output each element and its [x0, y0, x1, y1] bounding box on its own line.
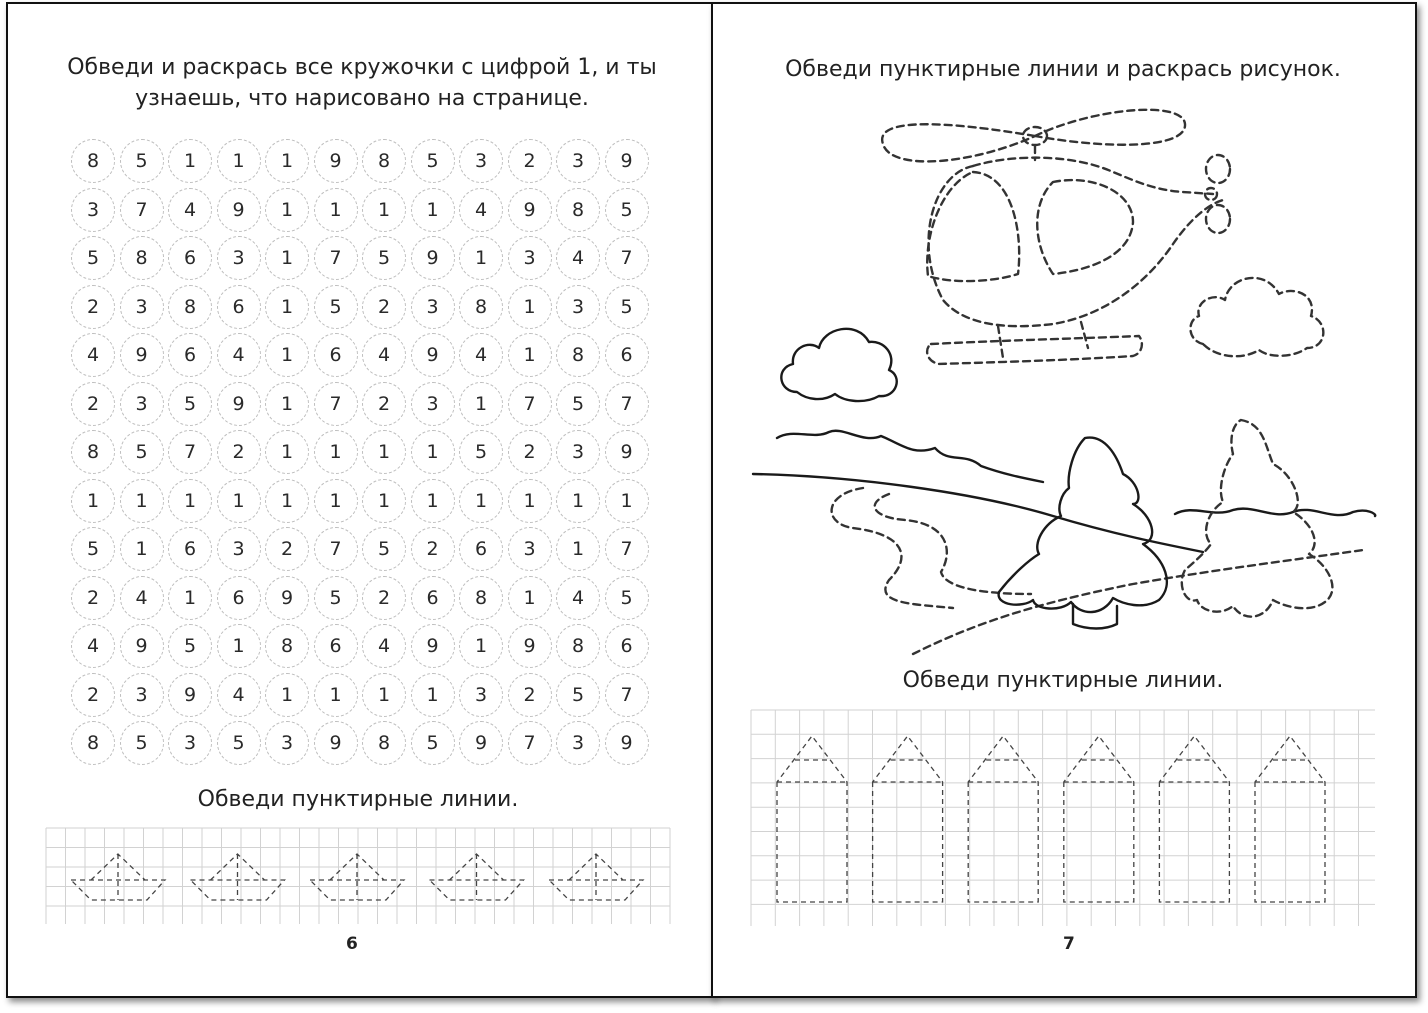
number-circle[interactable]: 4 [217, 673, 261, 717]
number-circle[interactable]: 3 [168, 721, 212, 765]
number-circle[interactable]: 1 [168, 479, 212, 523]
number-circle[interactable]: 4 [120, 576, 164, 620]
number-circle[interactable]: 1 [411, 430, 455, 474]
number-circle[interactable]: 8 [556, 624, 600, 668]
number-circle[interactable]: 3 [556, 139, 600, 183]
number-circle[interactable]: 9 [605, 721, 649, 765]
number-circle[interactable]: 8 [71, 139, 115, 183]
number-circle[interactable]: 5 [120, 430, 164, 474]
number-circle[interactable]: 5 [362, 236, 406, 280]
pencil-trace[interactable] [1255, 736, 1325, 902]
number-circle[interactable]: 1 [265, 188, 309, 232]
number-circle[interactable]: 1 [168, 576, 212, 620]
number-circle[interactable]: 2 [71, 673, 115, 717]
number-circle[interactable]: 1 [362, 188, 406, 232]
number-circle[interactable]: 1 [265, 673, 309, 717]
number-circle[interactable]: 1 [265, 382, 309, 426]
number-circle[interactable]: 5 [362, 527, 406, 571]
number-circle[interactable]: 2 [508, 673, 552, 717]
number-circle[interactable]: 9 [314, 139, 358, 183]
number-circle[interactable]: 3 [217, 527, 261, 571]
pencil-trace[interactable] [1064, 736, 1134, 902]
number-circle[interactable]: 1 [362, 479, 406, 523]
number-circle[interactable]: 4 [71, 624, 115, 668]
number-circle[interactable]: 1 [314, 479, 358, 523]
number-circle[interactable]: 7 [314, 382, 358, 426]
number-circle[interactable]: 5 [411, 139, 455, 183]
number-circle[interactable]: 6 [168, 236, 212, 280]
number-circle[interactable]: 3 [556, 430, 600, 474]
number-circle[interactable]: 1 [217, 624, 261, 668]
right-page [711, 2, 1417, 998]
number-circle[interactable]: 6 [168, 333, 212, 377]
number-circle[interactable]: 1 [362, 430, 406, 474]
number-circle[interactable]: 5 [71, 527, 115, 571]
number-circle[interactable]: 5 [120, 139, 164, 183]
number-circle[interactable]: 1 [556, 479, 600, 523]
number-circle[interactable]: 2 [265, 527, 309, 571]
number-circle[interactable]: 9 [411, 624, 455, 668]
number-circle[interactable]: 3 [459, 139, 503, 183]
number-circle[interactable]: 3 [71, 188, 115, 232]
number-circle[interactable]: 3 [459, 673, 503, 717]
number-circle[interactable]: 7 [605, 382, 649, 426]
number-circle[interactable]: 1 [265, 285, 309, 329]
number-circle[interactable]: 7 [314, 527, 358, 571]
number-circle[interactable]: 5 [217, 721, 261, 765]
number-circle[interactable]: 8 [556, 333, 600, 377]
number-circle[interactable]: 1 [411, 479, 455, 523]
number-circle[interactable]: 1 [556, 527, 600, 571]
number-circle[interactable]: 9 [217, 382, 261, 426]
right-trace-caption: Обведи пунктирные линии. [902, 668, 1224, 693]
number-circle[interactable]: 1 [605, 479, 649, 523]
number-circle[interactable]: 8 [362, 721, 406, 765]
pencil-trace[interactable] [873, 736, 943, 902]
number-circle[interactable]: 4 [362, 333, 406, 377]
number-circle[interactable]: 3 [265, 721, 309, 765]
page-number: 6 [346, 934, 358, 954]
number-circle[interactable]: 5 [556, 382, 600, 426]
number-circle[interactable]: 8 [168, 285, 212, 329]
pencil-tracing-grid [751, 710, 1377, 928]
number-circle[interactable]: 4 [556, 576, 600, 620]
right-page-title: Обведи пунктирные линии и раскрась рисунок. [785, 57, 1341, 82]
pencil-trace[interactable] [777, 736, 847, 902]
cloud-solid [781, 329, 896, 401]
number-circle[interactable]: 1 [217, 479, 261, 523]
number-circle[interactable]: 8 [120, 236, 164, 280]
boat-trace[interactable] [549, 854, 643, 900]
number-circle[interactable]: 5 [605, 285, 649, 329]
number-circle[interactable]: 7 [605, 236, 649, 280]
number-circle[interactable]: 5 [314, 576, 358, 620]
number-circle[interactable]: 8 [71, 721, 115, 765]
number-circle[interactable]: 4 [556, 236, 600, 280]
number-circle[interactable]: 2 [217, 430, 261, 474]
number-circle[interactable]: 3 [120, 382, 164, 426]
number-circle[interactable]: 5 [120, 721, 164, 765]
number-circle[interactable]: 7 [508, 382, 552, 426]
number-circle[interactable]: 1 [120, 479, 164, 523]
number-circle[interactable]: 9 [605, 430, 649, 474]
number-circle[interactable]: 1 [265, 236, 309, 280]
page-number: 7 [1063, 934, 1075, 954]
number-circle[interactable]: 1 [265, 333, 309, 377]
number-circle[interactable]: 3 [120, 673, 164, 717]
number-circle[interactable]: 1 [314, 673, 358, 717]
tree-dashed [1182, 420, 1333, 617]
number-circle[interactable]: 6 [168, 527, 212, 571]
number-circle[interactable]: 4 [459, 333, 503, 377]
number-circle[interactable]: 2 [508, 139, 552, 183]
number-circle[interactable]: 2 [71, 382, 115, 426]
number-circle[interactable]: 1 [459, 382, 503, 426]
number-circle[interactable]: 1 [71, 479, 115, 523]
number-circle[interactable]: 1 [265, 430, 309, 474]
boat-trace[interactable] [430, 854, 524, 900]
number-circle[interactable]: 3 [217, 236, 261, 280]
number-circle[interactable]: 6 [314, 333, 358, 377]
number-circle[interactable]: 1 [411, 673, 455, 717]
number-circle[interactable]: 9 [411, 333, 455, 377]
number-circle[interactable]: 9 [459, 721, 503, 765]
number-circle[interactable]: 5 [605, 188, 649, 232]
number-circle[interactable]: 8 [556, 188, 600, 232]
number-circle[interactable]: 4 [362, 624, 406, 668]
number-circle[interactable]: 9 [168, 673, 212, 717]
number-circle[interactable]: 1 [314, 188, 358, 232]
number-circle[interactable]: 5 [71, 236, 115, 280]
number-circle[interactable]: 3 [508, 236, 552, 280]
number-circle[interactable]: 9 [508, 624, 552, 668]
pencil-trace[interactable] [1159, 736, 1229, 902]
number-circle[interactable]: 9 [120, 333, 164, 377]
number-circle[interactable]: 1 [168, 139, 212, 183]
pencil-trace[interactable] [968, 736, 1038, 902]
number-circle[interactable]: 5 [314, 285, 358, 329]
number-circle[interactable]: 7 [508, 721, 552, 765]
number-circle[interactable]: 4 [71, 333, 115, 377]
number-circle[interactable]: 1 [459, 479, 503, 523]
number-circle[interactable]: 9 [314, 721, 358, 765]
number-circle[interactable]: 1 [265, 479, 309, 523]
number-circle[interactable]: 5 [556, 673, 600, 717]
number-circle[interactable]: 6 [459, 527, 503, 571]
number-circle[interactable]: 1 [508, 479, 552, 523]
number-circle[interactable]: 1 [508, 285, 552, 329]
number-circle[interactable]: 3 [508, 527, 552, 571]
number-circle[interactable]: 7 [314, 236, 358, 280]
number-circle[interactable]: 2 [362, 576, 406, 620]
number-circle[interactable]: 7 [120, 188, 164, 232]
boat-trace[interactable] [191, 854, 285, 900]
number-circle[interactable]: 1 [508, 333, 552, 377]
number-circle[interactable]: 1 [411, 188, 455, 232]
left-page-title: Обведи и раскрась все кружочки с цифрой 1, и ты узнаешь, что нарисовано на странице. [67, 55, 657, 111]
boat-trace[interactable] [310, 854, 404, 900]
number-circle[interactable]: 8 [362, 139, 406, 183]
left-trace-caption: Обведи пунктирные линии. [197, 787, 519, 812]
boat-tracing-grid [46, 828, 672, 926]
number-circle[interactable]: 8 [459, 576, 503, 620]
number-circle[interactable]: 9 [120, 624, 164, 668]
number-circle[interactable]: 6 [605, 333, 649, 377]
number-circle[interactable]: 8 [71, 430, 115, 474]
number-circle[interactable]: 9 [265, 576, 309, 620]
left-page [6, 2, 714, 998]
number-circle[interactable]: 1 [120, 527, 164, 571]
number-circle[interactable]: 1 [217, 139, 261, 183]
number-circle[interactable]: 4 [217, 333, 261, 377]
coloring-scene [713, 4, 1419, 664]
number-circle[interactable]: 5 [168, 624, 212, 668]
number-circle[interactable]: 5 [168, 382, 212, 426]
number-circle[interactable]: 1 [362, 673, 406, 717]
number-circle[interactable]: 9 [411, 236, 455, 280]
number-circle[interactable]: 6 [314, 624, 358, 668]
number-circle[interactable]: 9 [217, 188, 261, 232]
number-circle[interactable]: 8 [265, 624, 309, 668]
number-circle[interactable]: 7 [168, 430, 212, 474]
number-circle[interactable]: 4 [459, 188, 503, 232]
number-circle[interactable]: 1 [459, 236, 503, 280]
number-circle[interactable]: 1 [314, 430, 358, 474]
number-circle[interactable]: 1 [459, 624, 503, 668]
cloud-dashed [1190, 278, 1323, 356]
number-circle[interactable]: 2 [411, 527, 455, 571]
number-circle[interactable]: 3 [556, 285, 600, 329]
number-circle[interactable]: 3 [120, 285, 164, 329]
number-circle[interactable]: 5 [459, 430, 503, 474]
number-circle[interactable]: 8 [459, 285, 503, 329]
helicopter [882, 110, 1230, 364]
number-circle[interactable]: 2 [362, 382, 406, 426]
number-circle[interactable]: 7 [605, 673, 649, 717]
number-circle[interactable]: 7 [605, 527, 649, 571]
number-circle[interactable]: 1 [265, 139, 309, 183]
number-circle[interactable]: 6 [217, 576, 261, 620]
number-circle[interactable]: 4 [168, 188, 212, 232]
number-circle[interactable]: 2 [71, 576, 115, 620]
number-circle[interactable]: 3 [411, 285, 455, 329]
number-circle[interactable]: 2 [508, 430, 552, 474]
number-circle[interactable]: 3 [556, 721, 600, 765]
number-circle[interactable]: 5 [411, 721, 455, 765]
number-circle[interactable]: 9 [508, 188, 552, 232]
number-circle[interactable]: 1 [508, 576, 552, 620]
number-circle[interactable]: 9 [605, 139, 649, 183]
number-circle[interactable]: 3 [411, 382, 455, 426]
number-circle[interactable]: 2 [362, 285, 406, 329]
number-circle[interactable]: 6 [605, 624, 649, 668]
number-circle[interactable]: 6 [217, 285, 261, 329]
number-circle[interactable]: 5 [605, 576, 649, 620]
number-circle[interactable]: 6 [411, 576, 455, 620]
number-circle[interactable]: 2 [71, 285, 115, 329]
